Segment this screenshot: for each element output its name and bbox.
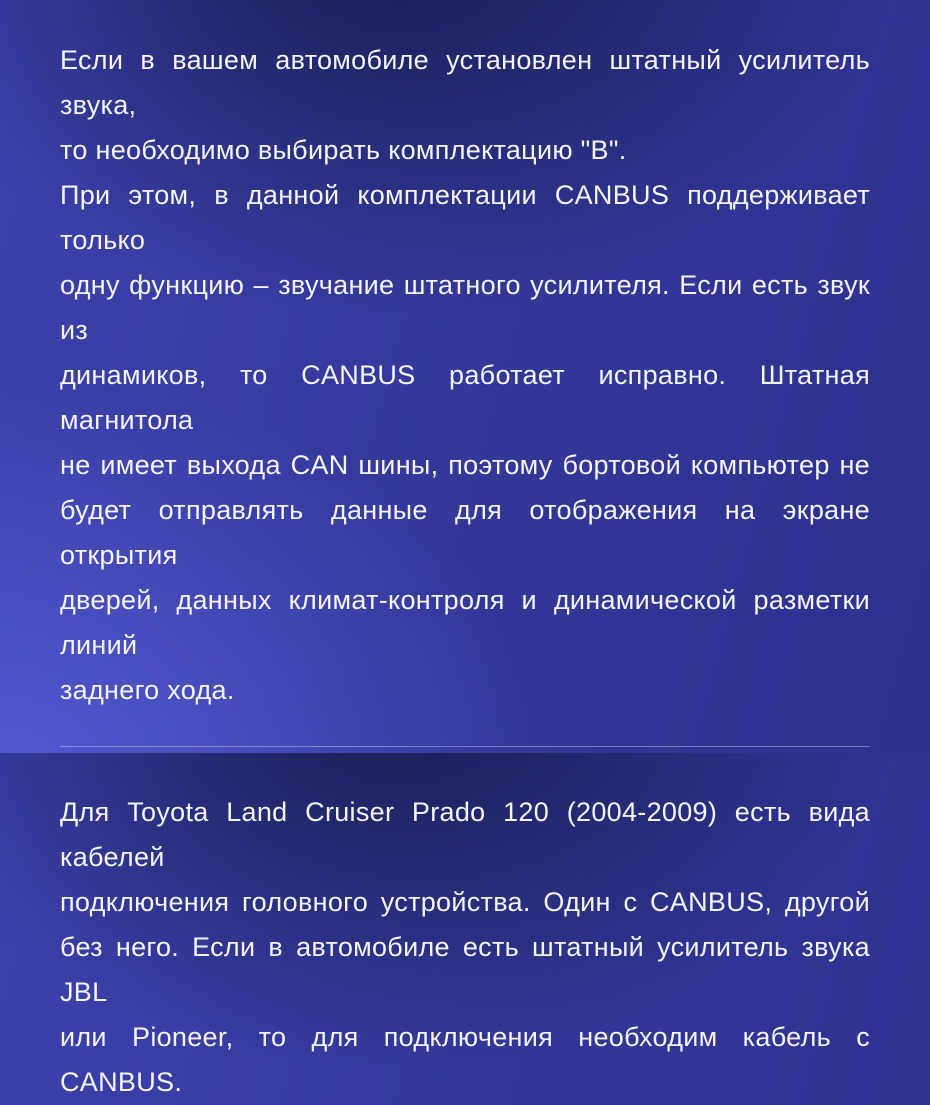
text-line: одну функцию – звучание штатного усилителя. Если есть звук из — [60, 270, 870, 345]
text-line: не имеет выхода CAN шины, поэтому бортовой компьютер не — [60, 450, 870, 480]
text-line: или Pioneer, то для подключения необходим кабель с CANBUS. — [60, 1022, 870, 1097]
text-line: заднего хода. — [60, 675, 235, 705]
text-line: подключения головного устройства. Один с CANBUS, другой — [60, 887, 870, 917]
text-line: динамиков, то CANBUS работает исправно. Штатная магнитола — [60, 360, 870, 435]
text-line: Если в вашем автомобиле установлен штатный усилитель звука, — [60, 45, 870, 120]
paragraph-canbus-details — [60, 173, 870, 713]
text-line: то необходимо выбирать комплектацию "В". — [60, 135, 627, 165]
paragraph-intro — [60, 38, 870, 173]
text-line: без него. Если в автомобиле есть штатный усилитель звука JBL — [60, 932, 870, 1007]
text-line: При этом, в данной комплектации CANBUS поддерживает только — [60, 180, 870, 255]
text-line: дверей, данных климат-контроля и динамической разметки линий — [60, 585, 870, 660]
text-line: будет отправлять данные для отображения на экране открытия — [60, 495, 870, 570]
text-line: Для Toyota Land Cruiser Prado 120 (2004-2009) есть вида кабелей — [60, 797, 870, 872]
section-divider — [60, 746, 870, 747]
paragraph-prado-cables — [60, 790, 870, 1105]
